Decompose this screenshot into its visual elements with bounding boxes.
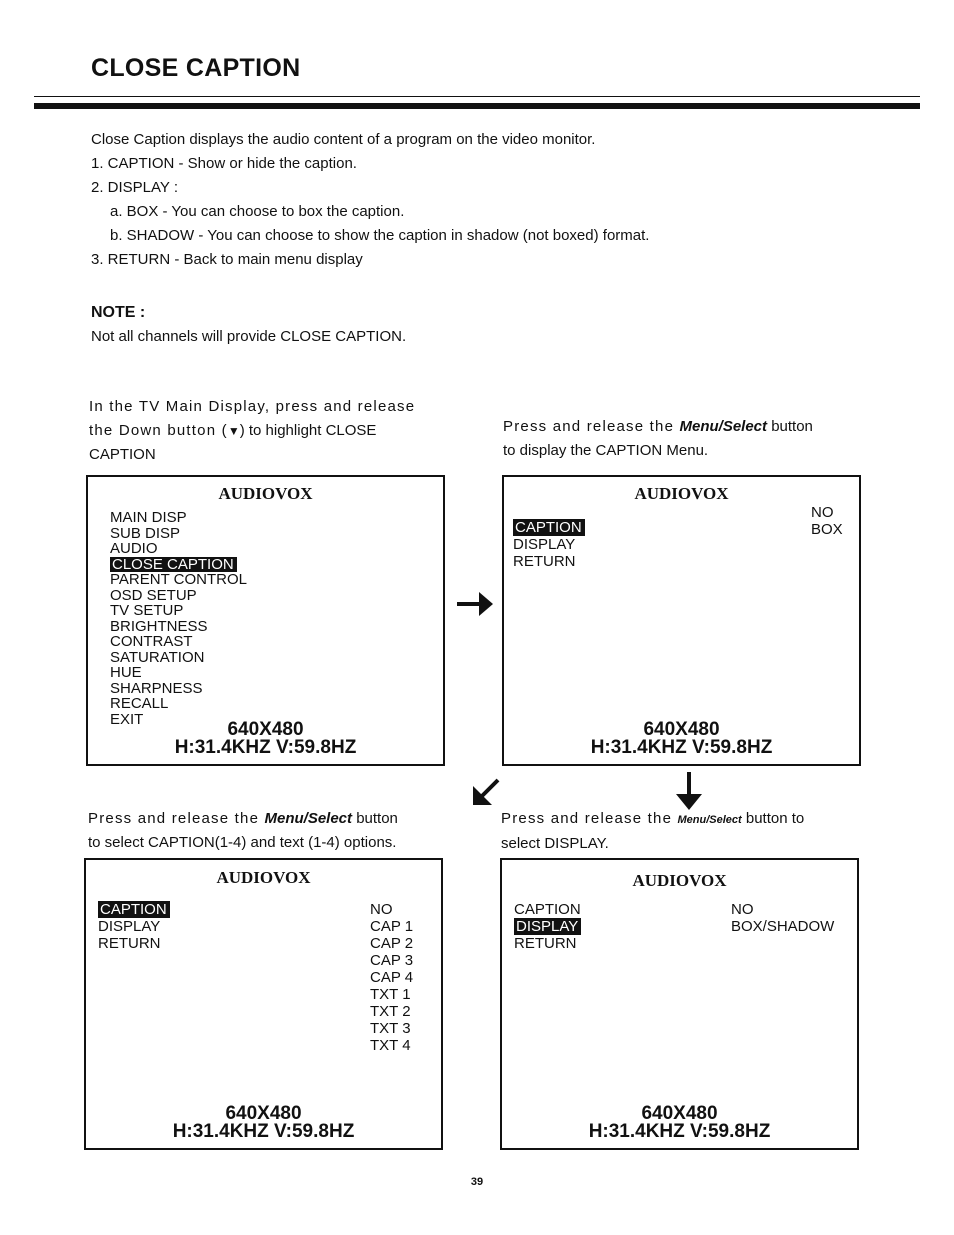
menu-item: RETURN [513, 553, 576, 570]
option-value: TXT 3 [370, 1020, 411, 1037]
menu-item: PARENT CONTROL [110, 571, 247, 588]
down-triangle-icon: ▼ [227, 424, 240, 438]
menu-select-button-label: Menu/Select [679, 418, 768, 435]
brand-logo: AUDIOVOX [216, 868, 311, 887]
frequency-label: H:31.4KHZ V:59.8HZ [172, 1121, 355, 1142]
arrow-right-icon [455, 588, 495, 620]
main-menu-list [110, 510, 247, 727]
option-value: NO [731, 901, 754, 918]
intro-line: a. BOX - You can choose to box the caption. [110, 203, 405, 220]
resolution-label: 640X480 [227, 719, 304, 740]
resolution-label: 640X480 [225, 1103, 302, 1124]
intro-line: 3. RETURN - Back to main menu display [91, 251, 363, 268]
step2-caption [503, 415, 813, 463]
caption-options [370, 901, 413, 1054]
menu-select-button-label: Menu/Select [677, 814, 742, 826]
menu-item: SUB DISP [110, 524, 181, 542]
frequency-label: H:31.4KHZ V:59.8HZ [174, 737, 357, 758]
menu-item: EXIT [110, 710, 144, 728]
step1-line: In the TV Main Display, press and release [89, 398, 416, 415]
screen-main-display [86, 475, 445, 766]
resolution-label: 640X480 [641, 1103, 718, 1124]
step3-line: Press and release the Menu/Select button [88, 810, 398, 827]
brand-logo: AUDIOVOX [632, 871, 727, 890]
option-value: NO [370, 901, 393, 918]
screen-caption-menu [502, 475, 861, 766]
menu-item: TV SETUP [110, 602, 184, 619]
menu-item: RETURN [514, 935, 577, 952]
header-rule-thick [34, 103, 920, 109]
display-options [731, 901, 834, 935]
caption-menu-list [513, 519, 585, 570]
intro-line: Close Caption displays the audio content of a program on the video monitor. [91, 131, 596, 148]
menu-item-highlighted: CLOSE CAPTION [110, 557, 237, 573]
menu-item: BRIGHTNESS [110, 617, 208, 635]
option-value: CAP 1 [370, 918, 414, 935]
resolution-label: 640X480 [643, 719, 720, 740]
caption-options [811, 504, 843, 538]
step1-caption [89, 395, 415, 467]
menu-item: SATURATION [110, 648, 205, 666]
step2-line: Press and release the Menu/Select button [503, 418, 813, 435]
caption-menu-list [98, 901, 170, 952]
menu-select-button-label: Menu/Select [264, 810, 353, 827]
menu-item: RECALL [110, 695, 169, 712]
step1-line: CAPTION [89, 446, 156, 463]
menu-item-highlighted: CAPTION [98, 901, 170, 918]
intro-text [91, 128, 649, 272]
frequency-label: H:31.4KHZ V:59.8HZ [590, 737, 773, 758]
menu-item: OSD SETUP [110, 586, 197, 604]
frequency-label: H:31.4KHZ V:59.8HZ [588, 1121, 771, 1142]
brand-logo: AUDIOVOX [634, 484, 729, 503]
brand-logo: AUDIOVOX [218, 484, 313, 503]
menu-item-highlighted: CAPTION [513, 519, 585, 536]
menu-item: HUE [110, 664, 142, 681]
arrow-down-left-icon [470, 776, 502, 808]
menu-item: CAPTION [514, 901, 581, 918]
option-value: TXT 2 [370, 1003, 411, 1020]
note-text: Not all channels will provide CLOSE CAPTION. [91, 328, 407, 345]
option-value: CAP 2 [370, 935, 414, 952]
page-number: 39 [470, 1176, 484, 1188]
note-block [91, 301, 406, 349]
arrow-down-icon [672, 770, 706, 812]
screen-caption-options [84, 858, 443, 1150]
menu-item: DISPLAY [98, 918, 161, 935]
option-value: CAP 4 [370, 969, 414, 986]
menu-item: RETURN [98, 935, 161, 952]
header-rule-thin [34, 96, 920, 97]
note-label: NOTE : [91, 304, 146, 321]
option-value: NO [811, 504, 834, 521]
page-title: CLOSE CAPTION [91, 54, 301, 82]
menu-item: SHARPNESS [110, 679, 203, 697]
step3-caption [88, 807, 398, 855]
option-value: CAP 3 [370, 952, 414, 969]
step1-line: the Down button (▼) to highlight CLOSE [89, 422, 377, 439]
intro-line: b. SHADOW - You can choose to show the caption in shadow (not boxed) format. [110, 227, 650, 244]
option-value: TXT 4 [370, 1037, 411, 1054]
step2-line: to display the CAPTION Menu. [503, 442, 709, 459]
intro-line: 2. DISPLAY : [91, 179, 178, 196]
menu-item: DISPLAY [513, 536, 576, 553]
intro-line: 1. CAPTION - Show or hide the caption. [91, 155, 357, 172]
menu-item: MAIN DISP [110, 509, 187, 526]
caption-menu-list [514, 901, 581, 952]
menu-item-highlighted: DISPLAY [514, 918, 581, 935]
step4-caption [501, 807, 804, 856]
menu-item: AUDIO [110, 540, 158, 557]
step3-line: to select CAPTION(1-4) and text (1-4) options. [88, 834, 397, 851]
option-value: BOX [811, 521, 843, 538]
screen-display-select [500, 858, 859, 1150]
option-value: TXT 1 [370, 986, 411, 1003]
menu-item: CONTRAST [110, 633, 193, 650]
step4-line: Press and release the Menu/Select button to [501, 810, 805, 827]
step4-line: select DISPLAY. [501, 835, 609, 852]
option-value: BOX/SHADOW [731, 918, 835, 935]
